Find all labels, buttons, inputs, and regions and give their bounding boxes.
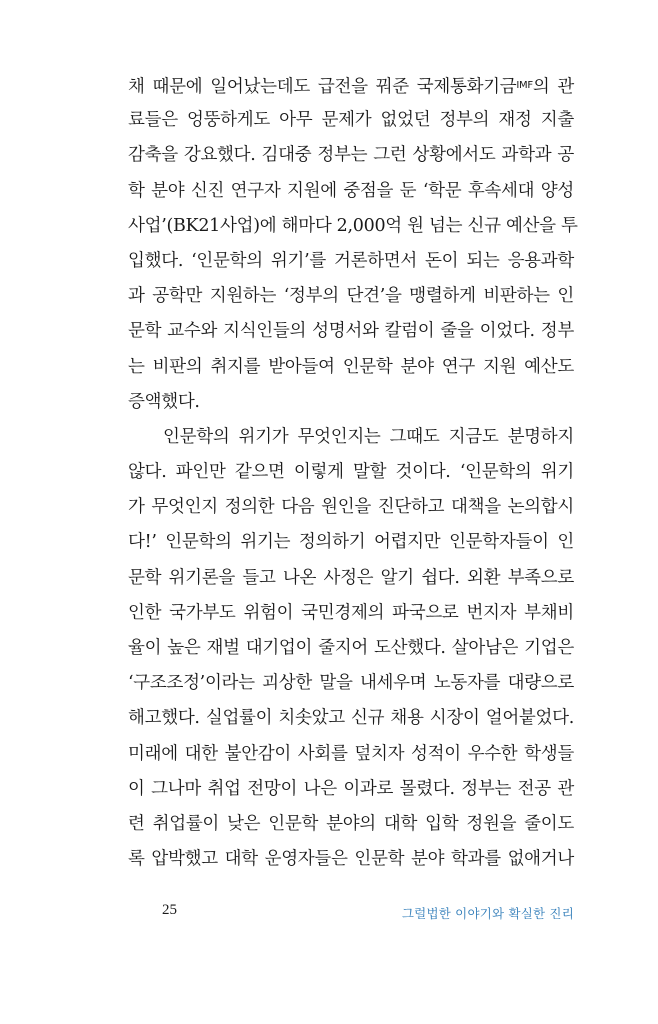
text-line-23: 록 압박했고 대학 운영자들은 인문학 분야 학과를 없애거나: [128, 849, 574, 870]
text-line-3: 감축을 강요했다. 김대중 정부는 그런 상황에서도 과학과 공: [128, 145, 574, 166]
text-line-19: 해고했다. 실업률이 치솟았고 신규 채용 시장이 얼어붙었다.: [128, 708, 574, 729]
text-line-18: ‘구조조정’이라는 괴상한 말을 내세우며 노동자를 대량으로: [128, 673, 574, 694]
text-line-1: [128, 68, 574, 103]
text-line-5: 사업’(BK21사업)에 해마다 2,000억 원 넘는 신규 예산을 투: [128, 215, 578, 236]
text-line-9: 는 비판의 취지를 받아들여 인문학 분야 연구 지원 예산도: [128, 356, 574, 377]
text-line-14: 다!’ 인문학의 위기는 정의하기 어렵지만 인문학자들이 인: [128, 532, 574, 553]
text-line-13: 가 무엇인지 정의한 다음 원인을 진단하고 대책을 논의합시: [128, 497, 574, 518]
text-line-7: 과 공학만 지원하는 ‘정부의 단견’을 맹렬하게 비판하는 인: [128, 286, 574, 307]
text-line-6: 입했다. ‘인문학의 위기’를 거론하면서 돈이 되는 응용과학: [128, 250, 574, 271]
imf-superscript: IMF: [516, 80, 533, 91]
text-line-2: 료들은 엉뚱하게도 아무 문제가 없었던 정부의 재정 지출: [128, 110, 574, 131]
text-line-10: 증액했다.: [128, 391, 200, 412]
text-line-20: 미래에 대한 불안감이 사회를 덮치자 성적이 우수한 학생들: [128, 743, 574, 764]
text-line-12: 않다. 파인만 같으면 이렇게 말할 것이다. ‘인문학의 위기: [128, 462, 574, 483]
text-line-17: 율이 높은 재벌 대기업이 줄지어 도산했다. 살아남은 기업은: [128, 638, 574, 658]
text-line-21: 이 그나마 취업 전망이 나은 이과로 몰렸다. 정부는 전공 관: [128, 778, 574, 799]
text-line-1-main: 채 때문에 일어났는데도 급전을 꿔준 국제통화기금: [128, 77, 517, 97]
text-line-1-tail: 의 관: [532, 77, 574, 97]
text-line-16: 인한 국가부도 위험이 국민경제의 파국으로 번지자 부채비: [128, 602, 574, 623]
text-line-22: 련 취업률이 낮은 인문학 분야의 대학 입학 정원을 줄이도: [128, 813, 574, 834]
body-text: [128, 68, 578, 877]
text-line-4: 학 분야 신진 연구자 지원에 중점을 둔 ‘학문 후속세대 양성: [128, 180, 574, 201]
text-line-8: 문학 교수와 지식인들의 성명서와 칼럼이 줄을 이었다. 정부: [128, 321, 574, 342]
text-line-15: 문학 위기론을 들고 나온 사정은 알기 쉽다. 외환 부족으로: [128, 567, 574, 588]
page-number: 25: [162, 902, 177, 918]
page-footer: [128, 902, 574, 928]
running-title: 그럴법한 이야기와 확실한 진리: [401, 906, 574, 921]
text-line-11: 인문학의 위기가 무엇인지는 그때도 지금도 분명하지: [163, 426, 574, 447]
